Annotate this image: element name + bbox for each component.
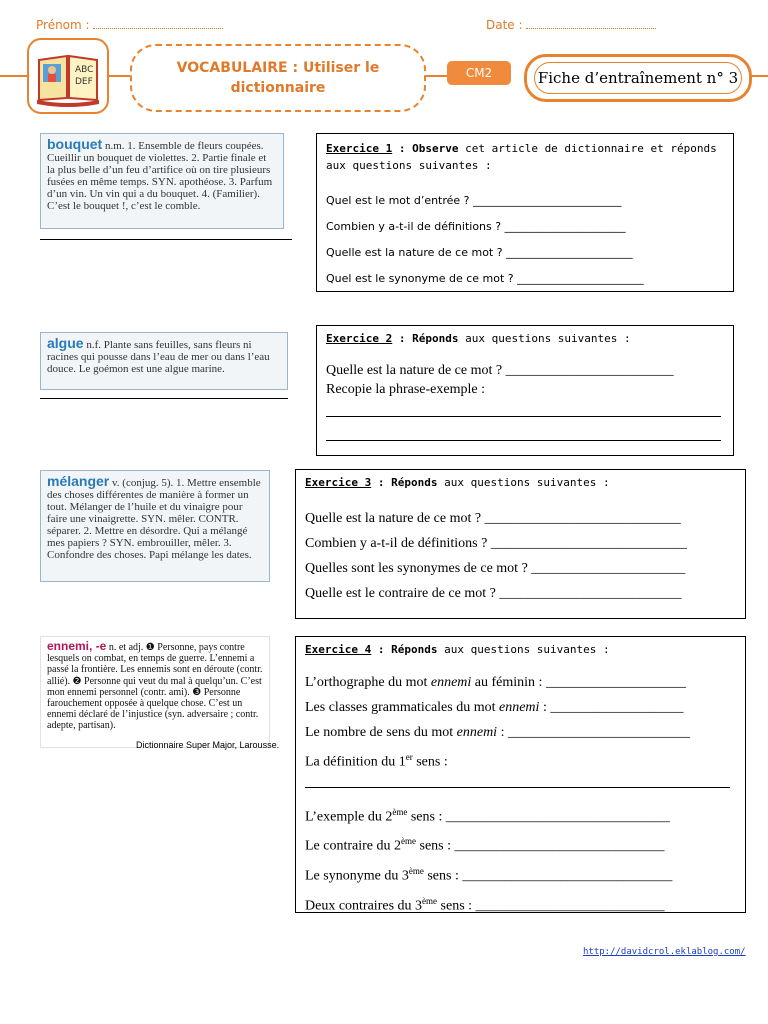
question: Le nombre de sens du mot ennemi : __________________________: [305, 725, 690, 740]
dict-entry-melanger: [40, 470, 270, 582]
question: Combien y a-t-il de définitions ? ____________________________: [305, 536, 687, 551]
answer-line: [326, 440, 721, 441]
question: Quel est le synonyme de ce mot ? _______________________: [326, 272, 644, 285]
dict-source: Dictionnaire Super Major, Larousse.: [136, 740, 280, 750]
book-logo-icon: [27, 38, 109, 114]
exercise-3-questions: [305, 506, 687, 606]
exercise-instruction: aux questions suivantes :: [444, 643, 610, 656]
dict-word: ennemi, -e: [47, 639, 107, 653]
question: Quel est le mot d’entrée ? ___________________________: [326, 194, 622, 207]
exercise-3-header: Exercice 3 : Réponds aux questions suivantes :: [305, 476, 610, 489]
svg-text:ABC: ABC: [75, 65, 94, 75]
dict-word: algue: [47, 335, 84, 351]
footer-link[interactable]: [583, 939, 746, 958]
answer-line: [305, 787, 730, 788]
exercise-instruction: aux questions suivantes :: [465, 332, 631, 345]
exercise-label: Exercice 4: [305, 643, 372, 656]
level-badge: CM2: [447, 61, 511, 85]
exercise-verb: Réponds: [391, 476, 438, 489]
exercise-verb: Observe: [412, 142, 459, 155]
exercise-4-header: Exercice 4 : Réponds aux questions suivantes :: [305, 643, 610, 656]
page-title: VOCABULAIRE : Utiliser le dictionnaire: [176, 60, 380, 96]
exercise-instruction: aux questions suivantes :: [444, 476, 610, 489]
exercise-1-header: Exercice 1 : Observe cet article de dictionnaire et réponds aux questions suivantes :: [326, 142, 717, 172]
date-label: Date :: [486, 18, 523, 32]
dict-text: v. (conjug. 5). 1. Mettre ensemble des choses différentes de manière à former un tout. Mélanger de l’huile et du vinaigre pour faire une vinaigrette. SYN. mêler. CONTR. séparer. 2. Mettre en désordre. Qui a mélangé mes papiers ? SYN. embrouiller, mêler. 3. Confondre des choses. Papi mélange les dates.: [47, 477, 261, 561]
dict-text: n. et adj. ❶ Personne, pays contre lesquels on combat, en temps de guerre. L’ennemi a passé la frontière. Les ennemis sont en déroute (contr. allié). ❷ Personne qui veut du mal à quelqu’un. C’est mon ennemi personnel (contr. ami). ❸ Personne farouchement opposée à quelque chose. C’est un ennemi déclaré de l’injustice (syn. adversaire ; contr. adepte, partisan).: [47, 642, 263, 732]
question: La définition du 1er sens :: [305, 752, 448, 770]
question: Quelle est le contraire de ce mot ? __________________________: [305, 586, 682, 601]
fiche-badge: [524, 54, 752, 102]
exercise-1-questions: [326, 188, 644, 292]
question: Quelles sont les synonymes de ce mot ? ______________________: [305, 561, 686, 576]
divider: [40, 239, 292, 240]
svg-text:DEF: DEF: [75, 77, 93, 87]
answer-line: [326, 416, 721, 417]
exercise-label: Exercice 1: [326, 142, 393, 155]
exercise-label: Exercice 3: [305, 476, 372, 489]
exercise-3: [295, 469, 746, 619]
exercise-instruction: cet article de dictionnaire et réponds aux questions suivantes :: [326, 142, 717, 172]
dict-entry-bouquet: [40, 133, 284, 229]
date-field: [486, 18, 656, 32]
exercise-verb: Réponds: [391, 643, 438, 656]
dict-word: bouquet: [47, 136, 103, 152]
question: Combien y a-t-il de définitions ? ______________________: [326, 220, 626, 233]
prenom-field: [36, 18, 223, 32]
question: L’orthographe du mot ennemi au féminin : ____________________: [305, 675, 686, 690]
dict-text: n.f. Plante sans feuilles, sans fleurs ni racines qui pousse dans l’eau de mer ou dans l’eau douce. Le goémon est une algue marine.: [47, 339, 270, 375]
question: Les classes grammaticales du mot ennemi : ___________________: [305, 700, 684, 715]
prenom-label: Prénom :: [36, 18, 90, 32]
footer-link-text[interactable]: http://davidcrol.eklablog.com/: [583, 947, 746, 957]
question: Quelle est la nature de ce mot ? ________________________: [326, 363, 674, 378]
header-line-left: [0, 75, 27, 77]
question: Quelle est la nature de ce mot ? ____________________________: [305, 511, 681, 526]
exercise-label: Exercice 2: [326, 332, 393, 345]
dict-entry-ennemi: [40, 636, 270, 748]
page-title-box: [130, 44, 426, 112]
dict-word: mélanger: [47, 473, 110, 489]
question: Le contraire du 2ème sens : ______________________________: [305, 836, 665, 854]
fiche-label: Fiche d’entraînement n° 3: [534, 62, 742, 94]
exercise-1: [316, 133, 734, 292]
question: L’exemple du 2ème sens : ________________________________: [305, 806, 670, 825]
question: Deux contraires du 3ème sens : ___________________________: [305, 895, 665, 914]
exercise-2: [316, 325, 734, 456]
divider: [40, 398, 288, 399]
dict-entry-algue: [40, 332, 288, 390]
dict-text: n.m. 1. Ensemble de fleurs coupées. Cueillir un bouquet de violettes. 2. Partie finale et la plus belle d’un feu d’artifice où on tire plusieurs fusées en même temps. SYN. apothéose. 3. Parfum d’un vin. Un vin qui a du bouquet. 4. (Familier). C’est le bouquet !, c’est le comble.: [47, 140, 273, 212]
exercise-verb: Réponds: [412, 332, 459, 345]
exercise-2-header: Exercice 2 : Réponds aux questions suivantes :: [326, 332, 631, 345]
exercise-4: [295, 636, 746, 913]
question: Quelle est la nature de ce mot ? _______________________: [326, 246, 633, 259]
exercise-2-questions: [326, 361, 674, 399]
exercise-4-questions: [305, 670, 745, 918]
question: Recopie la phrase-exemple :: [326, 382, 485, 397]
question: Le synonyme du 3ème sens : ______________________________: [305, 865, 673, 884]
